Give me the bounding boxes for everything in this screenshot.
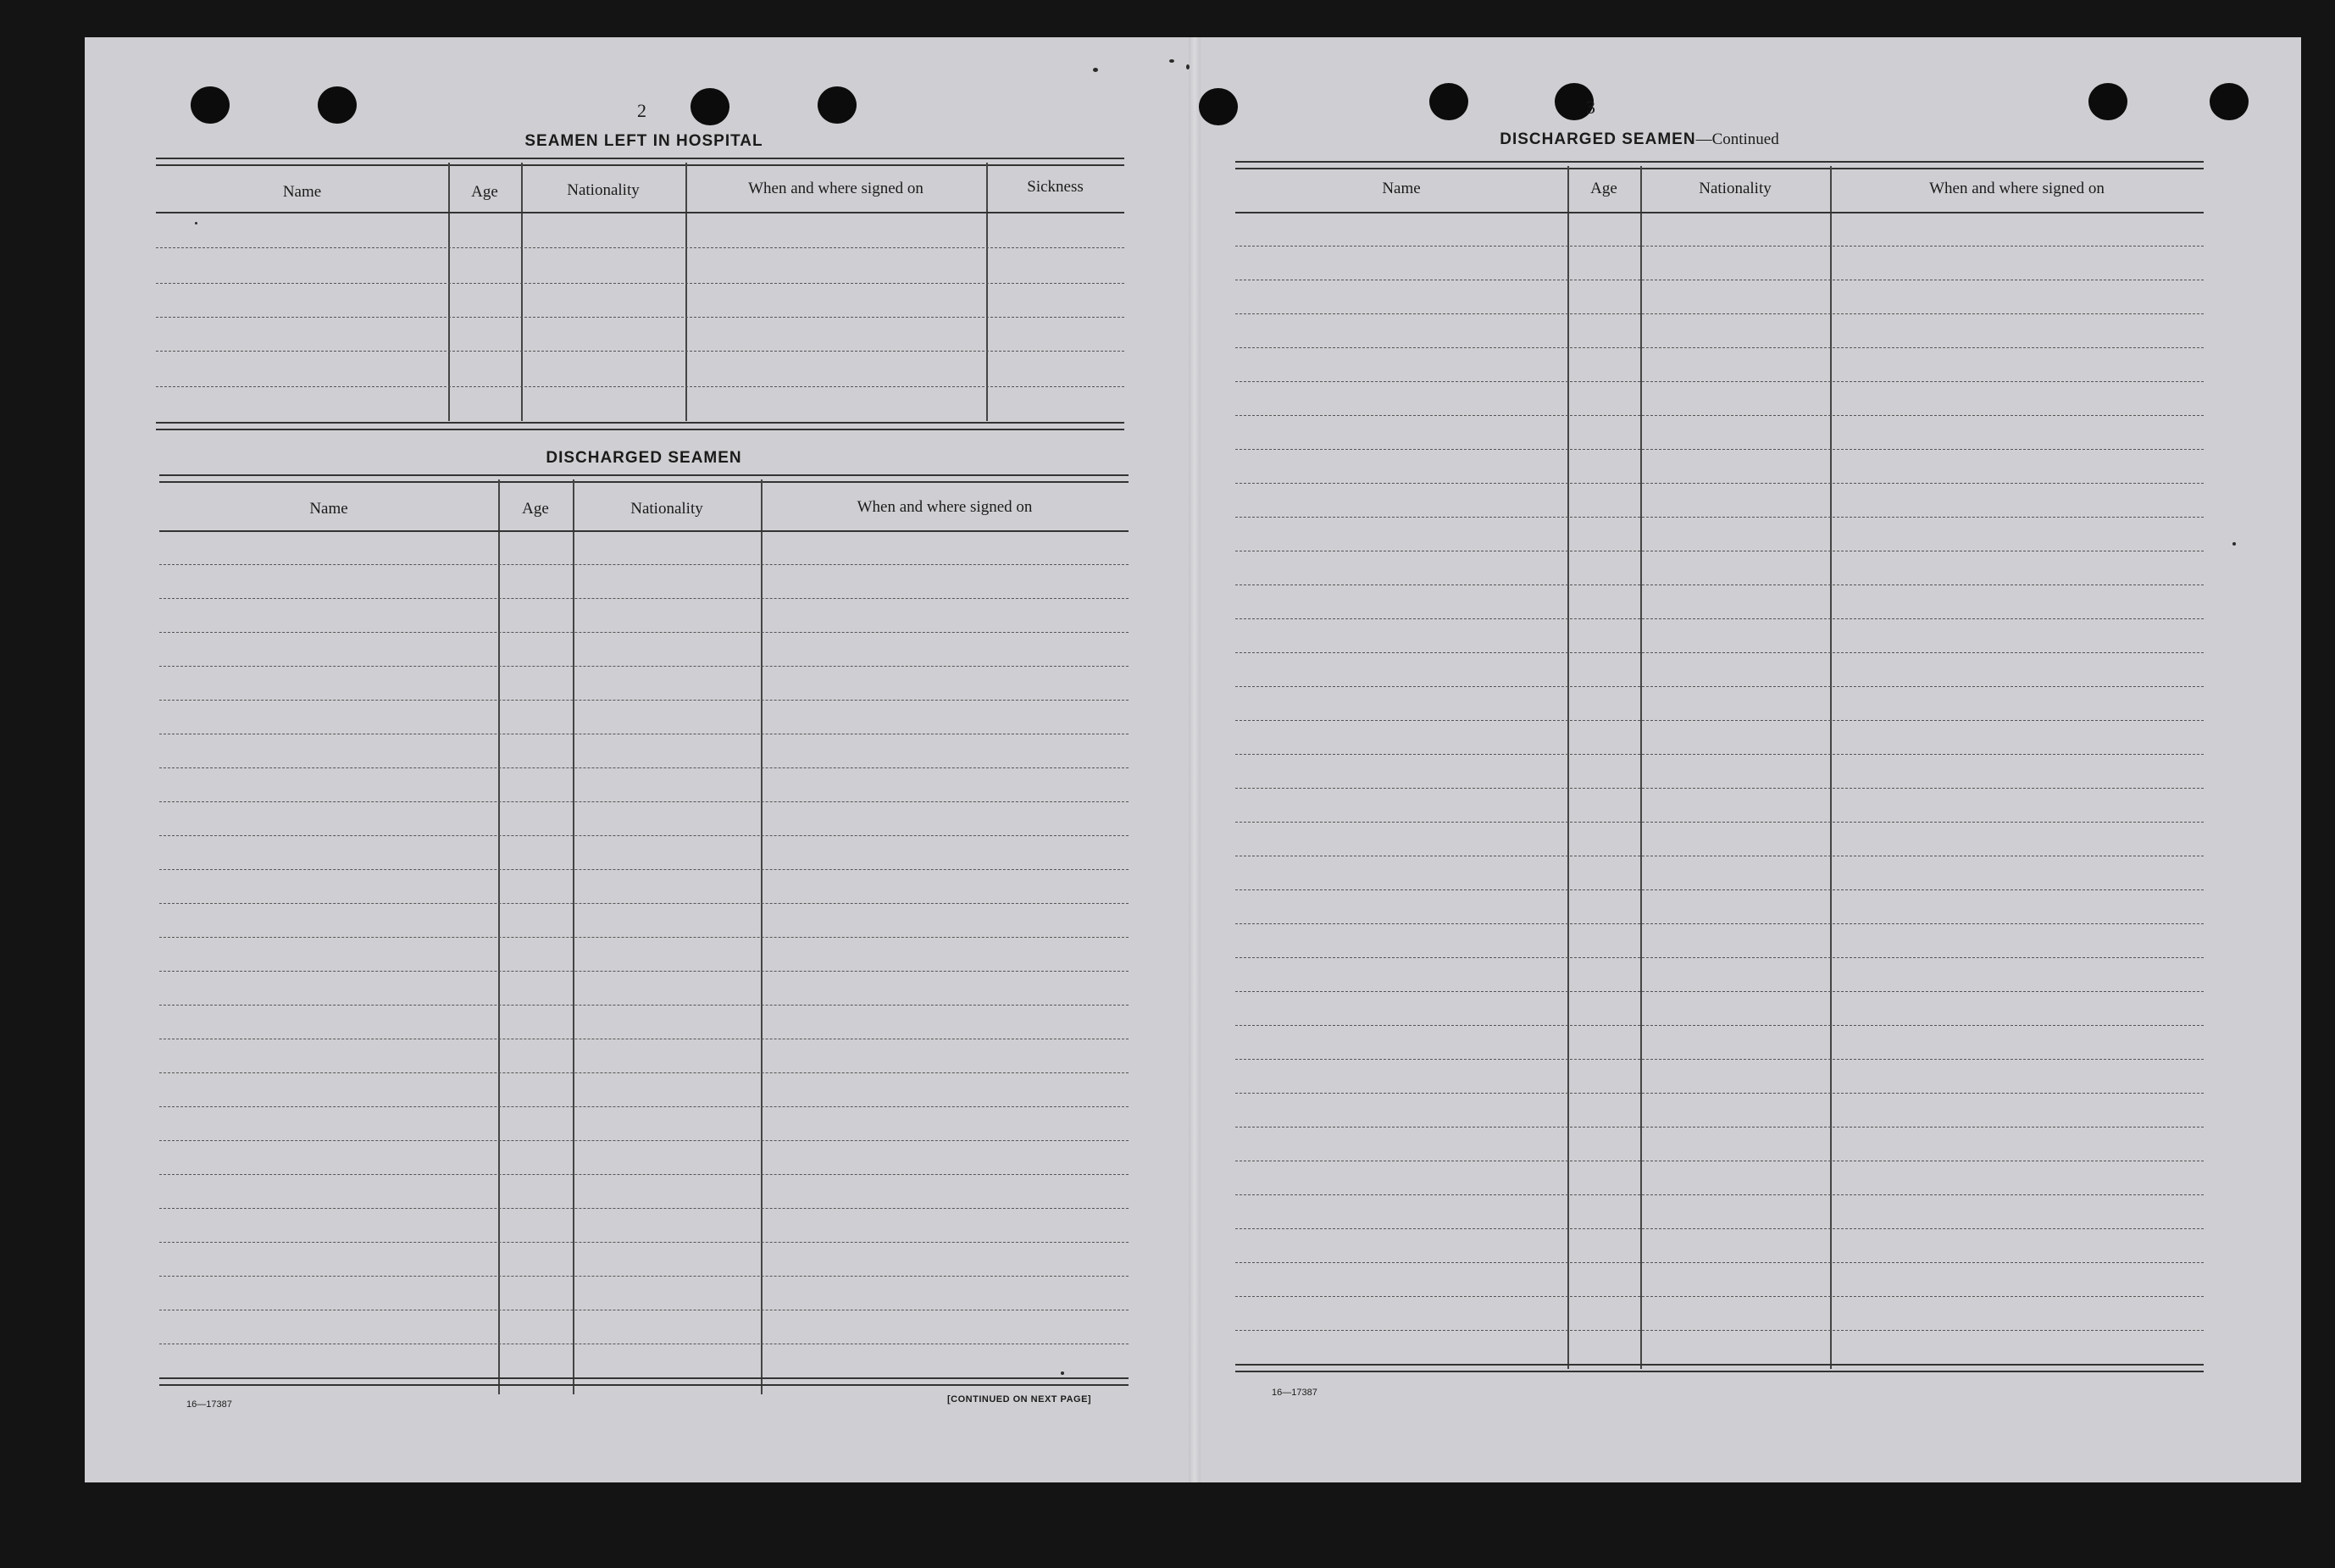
form-number: 16—17387 [186,1399,232,1410]
left-page [85,37,1195,1482]
punch-hole [818,86,857,124]
col-header-signed-on: When and where signed on [748,180,923,197]
page-number: 3 [1586,97,1595,118]
col-header-age: Age [522,500,549,518]
punch-hole [1199,88,1238,125]
right-page [1199,37,2301,1482]
form-number: 16—17387 [1272,1388,1317,1398]
punch-hole [2210,83,2249,120]
scanned-document [85,37,2301,1482]
col-header-age: Age [1590,180,1617,197]
col-header-nationality: Nationality [567,181,640,199]
col-header-age: Age [471,183,498,201]
discharged-table [159,474,1129,1432]
punch-hole [2088,83,2127,120]
col-header-sickness: Sickness [1027,178,1084,196]
discharged-continued-title: DISCHARGED SEAMEN—Continued [1500,130,1779,148]
continued-note: [CONTINUED ON NEXT PAGE] [947,1394,1092,1405]
col-header-name: Name [282,183,322,201]
punch-hole [691,88,729,125]
page-number: 2 [637,100,646,121]
hospital-table [156,158,1124,429]
col-header-nationality: Nationality [1699,180,1772,197]
col-header-name: Name [1382,180,1421,197]
punch-hole [191,86,230,124]
discharged-continued-table [1235,161,2204,1415]
punch-hole [1429,83,1468,120]
discharged-section-title: DISCHARGED SEAMEN [546,449,742,467]
punch-hole [318,86,357,124]
col-header-nationality: Nationality [630,500,703,518]
col-header-signed-on: When and where signed on [1929,180,2105,197]
hospital-section-title: SEAMEN LEFT IN HOSPITAL [524,132,763,150]
col-header-name: Name [309,500,348,518]
col-header-signed-on: When and where signed on [857,498,1033,516]
